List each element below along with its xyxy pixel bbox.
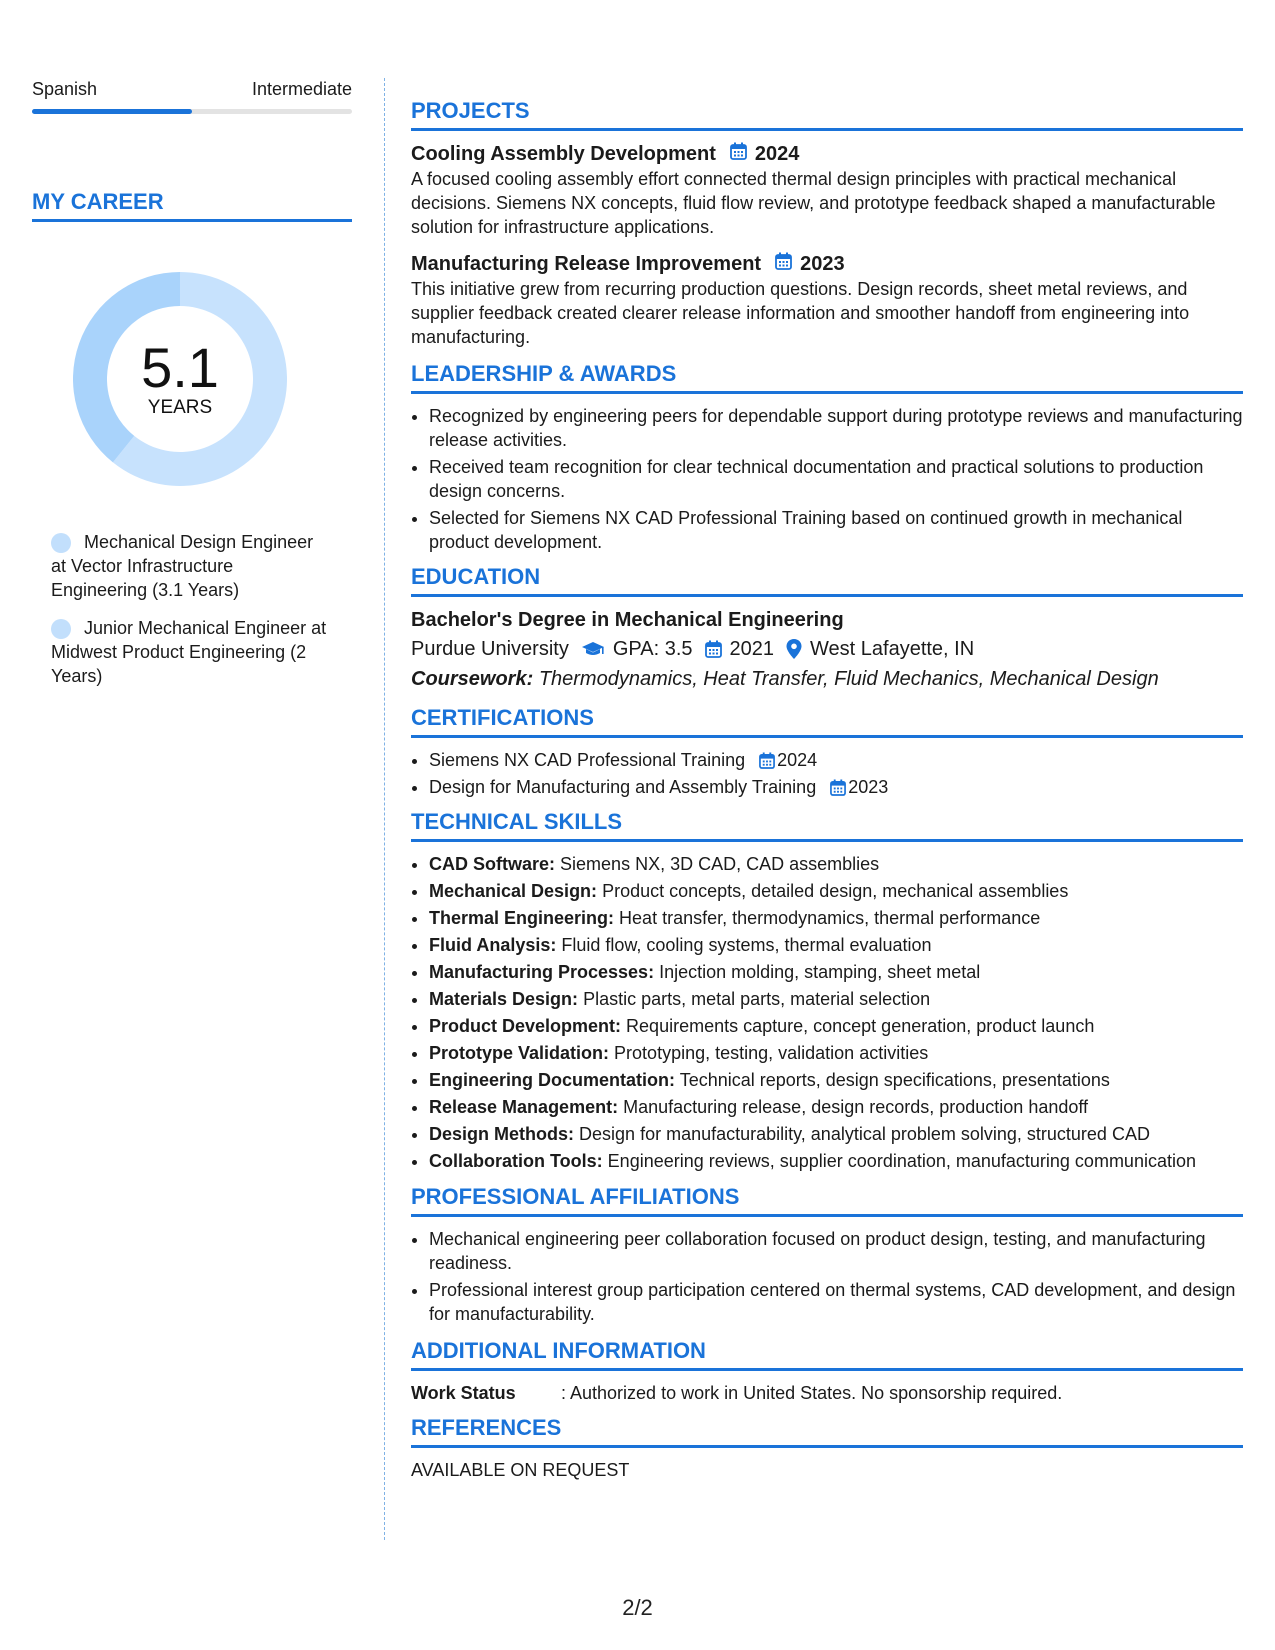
- skill-item: [429, 1095, 1243, 1120]
- coursework-label: Coursework:: [411, 668, 534, 690]
- certification-name: • Design for Manufacturing and Assembly Training: [429, 777, 817, 797]
- skills-heading: TECHNICAL SKILLS: [411, 809, 623, 834]
- skill-label: Product Development:: [429, 1016, 622, 1036]
- affiliations-rule: [411, 1214, 1243, 1217]
- certification-year: 2023: [848, 777, 889, 797]
- project-title: Manufacturing Release Improvement: [411, 253, 762, 275]
- career-role-text: Junior Mechanical Engineer at Midwest Product Engineering (2 Years): [51, 618, 327, 686]
- career-role-text: Mechanical Design Engineer at Vector Infrastructure Engineering (3.1 Years): [51, 532, 314, 600]
- skill-item: [429, 1068, 1243, 1093]
- project-year: 2023: [800, 253, 845, 275]
- education-meta: [411, 635, 1243, 663]
- leadership-list: [411, 404, 1243, 554]
- skill-item: [429, 1149, 1243, 1174]
- education-gpa: GPA: 3.5: [612, 638, 693, 660]
- education-location: West Lafayette, IN: [810, 638, 975, 660]
- career-role-dot: [51, 619, 71, 639]
- certification-item: [429, 775, 1243, 799]
- project-description: A focused cooling assembly effort connected thermal design principles with practical mechanical decisions. Siemens NX concepts, fluid flow review, and prototype feedback shaped a manufacturable solution for infrastructure applications.: [411, 169, 1216, 237]
- skill-label: Manufacturing Processes:: [429, 962, 655, 982]
- column-divider: [384, 78, 385, 1540]
- additional-section: [411, 1338, 1243, 1405]
- project-year: 2024: [754, 143, 800, 165]
- language-progress-fill: [32, 109, 192, 114]
- work-status-label: Work Status: [411, 1383, 516, 1403]
- skill-label: Thermal Engineering:: [429, 908, 615, 928]
- work-status-value: : Authorized to work in United States. No sponsorship required.: [561, 1383, 1063, 1403]
- location-pin-icon: [786, 639, 802, 659]
- certifications-list: [411, 748, 1243, 799]
- leadership-section: [411, 361, 1243, 554]
- projects-section: [411, 98, 1243, 349]
- certifications-section: [411, 705, 1243, 799]
- affiliation-item: • Mechanical engineering peer collaboration focused on product design, testing, and manufacturing readiness.: [429, 1227, 1243, 1275]
- certification-item: [429, 748, 1243, 772]
- additional-heading: ADDITIONAL INFORMATION: [411, 1338, 706, 1363]
- main-column: [411, 92, 1243, 1488]
- skill-item: [429, 879, 1243, 904]
- references-text: AVAILABLE ON REQUEST: [411, 1460, 630, 1480]
- language-name: Spanish: [32, 79, 98, 99]
- education-year: 2021: [729, 638, 775, 660]
- skill-value: Injection molding, stamping, sheet metal: [659, 962, 981, 982]
- skill-value: Product concepts, detailed design, mechanical assemblies: [602, 881, 1069, 901]
- references-rule: [411, 1445, 1243, 1448]
- education-section: [411, 564, 1243, 693]
- graduation-cap-icon: [581, 640, 605, 658]
- skill-value: Design for manufacturability, analytical problem solving, structured CAD: [579, 1124, 1150, 1144]
- career-heading-rule: [32, 219, 352, 222]
- project-item: [411, 251, 1243, 349]
- skill-value: Plastic parts, metal parts, material selection: [583, 989, 931, 1009]
- affiliations-list: [411, 1227, 1243, 1326]
- skill-label: Materials Design:: [429, 989, 579, 1009]
- skill-label: Prototype Validation:: [429, 1043, 610, 1063]
- skills-section: [411, 809, 1243, 1174]
- leadership-item: • Recognized by engineering peers for dependable support during prototype reviews and manufacturing release activities.: [429, 404, 1243, 452]
- skill-label: CAD Software:: [429, 854, 556, 874]
- career-total-value: 5.1: [141, 336, 219, 399]
- skill-label: Release Management:: [429, 1097, 619, 1117]
- certifications-rule: [411, 735, 1243, 738]
- affiliations-heading: PROFESSIONAL AFFILIATIONS: [411, 1184, 740, 1209]
- references-section: [411, 1415, 1243, 1482]
- skill-item: [429, 1041, 1243, 1066]
- skill-item: [429, 987, 1243, 1012]
- language-progress-track: [32, 109, 352, 114]
- calendar-icon: [830, 779, 846, 796]
- skill-label: Fluid Analysis:: [429, 935, 557, 955]
- language-skill: [32, 78, 352, 114]
- career-role: [51, 530, 331, 602]
- page-number: 2/2: [622, 1595, 653, 1620]
- skill-value: Prototyping, testing, validation activities: [614, 1043, 929, 1063]
- calendar-icon: [775, 251, 792, 277]
- skill-label: Collaboration Tools:: [429, 1151, 603, 1171]
- projects-rule: [411, 128, 1243, 131]
- language-level: Intermediate: [251, 79, 352, 99]
- education-coursework: [411, 665, 1243, 693]
- skills-list: [411, 852, 1243, 1174]
- leadership-item: • Received team recognition for clear technical documentation and practical solutions to production design concerns.: [429, 455, 1243, 503]
- skill-label: Mechanical Design:: [429, 881, 598, 901]
- skill-value: Manufacturing release, design records, production handoff: [623, 1097, 1089, 1117]
- skill-value: Fluid flow, cooling systems, thermal evaluation: [561, 935, 932, 955]
- project-title: Cooling Assembly Development: [411, 143, 716, 165]
- project-item: [411, 141, 1243, 239]
- career-role-list: [32, 530, 352, 688]
- certification-name: • Siemens NX CAD Professional Training: [429, 750, 746, 770]
- skill-item: [429, 1122, 1243, 1147]
- skill-label: Design Methods:: [429, 1124, 575, 1144]
- career-total-unit: YEARS: [147, 397, 213, 418]
- leadership-rule: [411, 391, 1243, 394]
- skill-value: Siemens NX, 3D CAD, CAD assemblies: [560, 854, 880, 874]
- skill-value: Requirements capture, concept generation, product launch: [626, 1016, 1095, 1036]
- education-degree: Bachelor's Degree in Mechanical Engineering: [411, 609, 844, 631]
- coursework-text: Thermodynamics, Heat Transfer, Fluid Mechanics, Mechanical Design: [538, 668, 1159, 690]
- career-role-dot: [51, 533, 71, 553]
- skill-item: [429, 1014, 1243, 1039]
- additional-rule: [411, 1368, 1243, 1371]
- sidebar: [32, 78, 352, 702]
- career-donut-chart: [65, 264, 295, 494]
- education-heading: EDUCATION: [411, 564, 541, 589]
- project-description: This initiative grew from recurring production questions. Design records, sheet metal reviews, and supplier feedback created clearer release information and smoother handoff from engineering into manufacturing.: [411, 279, 1190, 347]
- calendar-icon: [705, 640, 722, 658]
- calendar-icon: [730, 141, 747, 167]
- skill-value: Engineering reviews, supplier coordination, manufacturing communication: [607, 1151, 1196, 1171]
- skill-label: Engineering Documentation:: [429, 1070, 676, 1090]
- skill-value: Heat transfer, thermodynamics, thermal performance: [619, 908, 1041, 928]
- skill-value: Technical reports, design specifications, presentations: [679, 1070, 1110, 1090]
- skills-rule: [411, 839, 1243, 842]
- affiliation-item: • Professional interest group participation centered on thermal systems, CAD development, and design for manufacturability.: [429, 1278, 1243, 1326]
- affiliations-section: [411, 1184, 1243, 1326]
- certifications-heading: CERTIFICATIONS: [411, 705, 594, 730]
- calendar-icon: [759, 752, 775, 769]
- certification-year: 2024: [777, 750, 818, 770]
- references-heading: REFERENCES: [411, 1415, 562, 1440]
- leadership-heading: LEADERSHIP & AWARDS: [411, 361, 677, 386]
- work-status-row: [411, 1381, 1243, 1405]
- education-school: Purdue University: [411, 638, 569, 660]
- leadership-item: • Selected for Siemens NX CAD Professional Training based on continued growth in mechanical product development.: [429, 506, 1243, 554]
- career-heading: MY CAREER: [32, 189, 164, 214]
- skill-item: [429, 852, 1243, 877]
- skill-item: [429, 960, 1243, 985]
- education-rule: [411, 594, 1243, 597]
- skill-item: [429, 933, 1243, 958]
- projects-heading: PROJECTS: [411, 98, 530, 123]
- career-role: [51, 616, 331, 688]
- skill-item: [429, 906, 1243, 931]
